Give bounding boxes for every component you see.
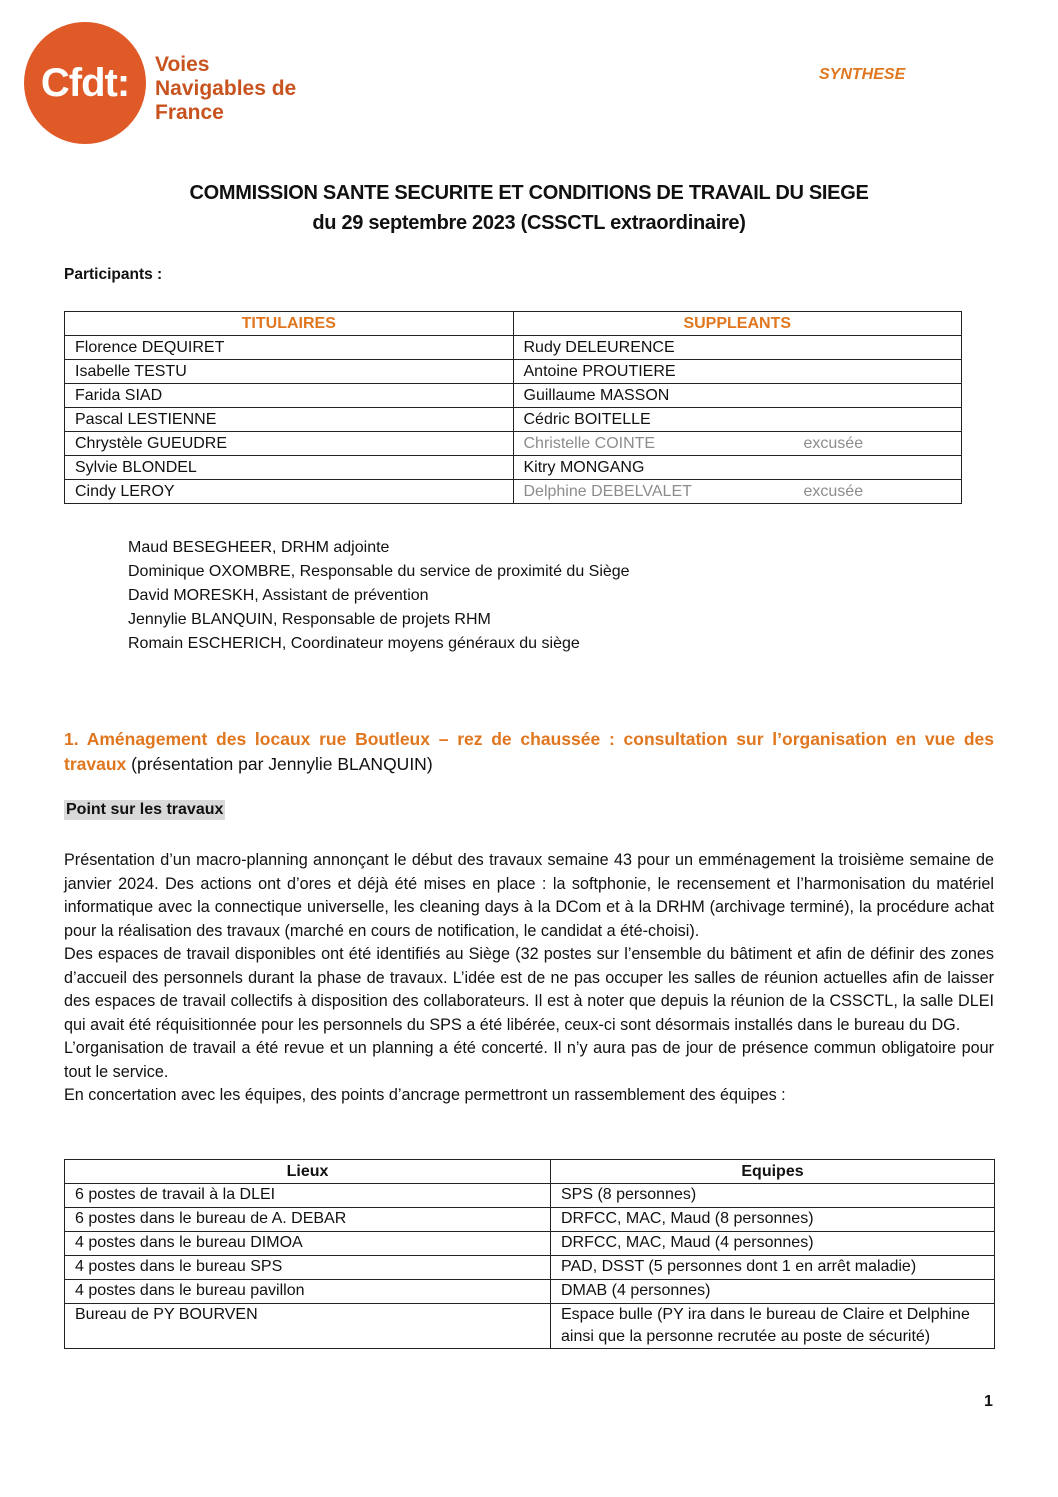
status-note: excusée	[803, 482, 864, 500]
table-row	[65, 1208, 995, 1232]
guest-item: Maud BESEGHEER, DRHM adjointe	[128, 539, 390, 556]
suppleant-name: Christelle COINTE	[523, 434, 656, 452]
header-equipes: Equipes	[551, 1160, 995, 1184]
lieu-cell: 4 postes dans le bureau pavillon	[65, 1280, 551, 1304]
suppleant-cell	[513, 384, 962, 408]
table-row	[65, 1184, 995, 1208]
suppleant-cell	[513, 336, 962, 360]
table-row	[65, 384, 962, 408]
section-title: 1. Aménagement des locaux rue Boutleux – rez de chaussée : consultation sur l’organisation en vue des travaux	[64, 729, 994, 774]
guest-item: Jennylie BLANQUIN, Responsable de projets RHM	[128, 611, 491, 628]
equipe-cell: DRFCC, MAC, Maud (8 personnes)	[551, 1208, 995, 1232]
titulaire-cell: Farida SIAD	[65, 384, 514, 408]
table-row	[65, 480, 962, 504]
suppleant-name: Rudy DELEURENCE	[523, 338, 675, 356]
document-title: COMMISSION SANTE SECURITE ET CONDITIONS DE TRAVAIL DU SIEGE	[189, 182, 869, 204]
participants-table	[64, 311, 962, 504]
suppleant-name: Kitry MONGANG	[523, 458, 645, 476]
table-row	[65, 1304, 995, 1349]
table-row	[65, 408, 962, 432]
logo-organization-name	[155, 53, 296, 125]
table-row	[65, 1232, 995, 1256]
titulaire-cell: Pascal LESTIENNE	[65, 408, 514, 432]
titulaire-cell: Chrystèle GUEUDRE	[65, 432, 514, 456]
suppleant-name: Cédric BOITELLE	[523, 410, 651, 428]
equipe-cell: DMAB (4 personnes)	[551, 1280, 995, 1304]
logo-line: Voies	[155, 53, 210, 76]
header-titulaires: TITULAIRES	[65, 312, 514, 336]
paragraph-text: Présentation d’un macro-planning annonçant le début des travaux semaine 43 pour un emménagement la troisième semaine de janvier 2024. Des actions ont d’ores et déjà été mises en place : la softphonie, le recensement et l’harmonisation du matériel informatique avec la connectique universelle, les cleaning days à la DCom et à la DRHM (archivage terminé), la procédure achat pour la réalisation des travaux (marché en cours de notification, le candidat a été-choisi).	[64, 851, 994, 940]
lieu-cell: 6 postes de travail à la DLEI	[65, 1184, 551, 1208]
section-presenter: (présentation par Jennylie BLANQUIN)	[126, 754, 433, 774]
cfdt-logo	[24, 22, 146, 144]
equipe-cell: PAD, DSST (5 personnes dont 1 en arrêt maladie)	[551, 1256, 995, 1280]
table-row	[65, 336, 962, 360]
guest-item: Dominique OXOMBRE, Responsable du service de proximité du Siège	[128, 563, 630, 580]
subheading: Point sur les travaux	[66, 801, 224, 818]
paragraph-text: Des espaces de travail disponibles ont été identifiés au Siège (32 postes sur l’ensemble du bâtiment et afin de définir des zones d’accueil des personnels durant la phase de travaux. L’idée est de ne pas occuper les salles de réunion actuelles afin de laisser des espaces de travail collectifs à disposition des collaborateurs. Il est à noter que depuis la réunion de la CSSCTL, la salle DLEI qui avait été réquisitionnée pour les personnels du SPS a été libérée, ceux-ci sont désormais installés dans le bureau du DG.	[64, 945, 994, 1034]
locations-table	[64, 1159, 995, 1349]
suppleant-cell	[513, 456, 962, 480]
header-suppleants: SUPPLEANTS	[513, 312, 962, 336]
table-row	[65, 432, 962, 456]
titulaire-cell: Florence DEQUIRET	[65, 336, 514, 360]
section-heading	[64, 727, 994, 777]
paragraph-text: L’organisation de travail a été revue et un planning a été concerté. Il n’y aura pas de jour de présence commun obligatoire pour tout le service.	[64, 1039, 994, 1081]
logo-line: Navigables de	[155, 77, 297, 100]
equipe-cell: Espace bulle (PY ira dans le bureau de Claire et Delphine ainsi que la personne recrutée au poste de sécurité)	[551, 1304, 995, 1349]
equipe-cell: DRFCC, MAC, Maud (4 personnes)	[551, 1232, 995, 1256]
suppleant-name: Delphine DEBELVALET	[523, 482, 692, 500]
guest-item: Romain ESCHERICH, Coordinateur moyens généraux du siège	[128, 635, 580, 652]
suppleant-name: Guillaume MASSON	[523, 386, 670, 404]
suppleant-cell	[513, 480, 962, 504]
guest-list	[128, 536, 630, 656]
titulaire-cell: Sylvie BLONDEL	[65, 456, 514, 480]
lieu-cell: 4 postes dans le bureau SPS	[65, 1256, 551, 1280]
suppleant-name: Antoine PROUTIERE	[523, 362, 676, 380]
document-subtitle: du 29 septembre 2023 (CSSCTL extraordinaire)	[312, 212, 746, 234]
paragraph	[64, 849, 994, 1108]
paragraph-text: En concertation avec les équipes, des points d’ancrage permettront un rassemblement des équipes :	[64, 1086, 786, 1104]
header-lieux: Lieux	[65, 1160, 551, 1184]
table-header-row	[65, 312, 962, 336]
titulaire-cell: Isabelle TESTU	[65, 360, 514, 384]
participants-label: Participants :	[64, 266, 163, 283]
status-note: excusée	[803, 434, 864, 452]
page-number: 1	[984, 1393, 993, 1410]
table-row	[65, 360, 962, 384]
lieu-cell: 4 postes dans le bureau DIMOA	[65, 1232, 551, 1256]
guest-item: David MORESKH, Assistant de prévention	[128, 587, 429, 604]
table-row	[65, 456, 962, 480]
lieu-cell: Bureau de PY BOURVEN	[65, 1304, 551, 1349]
table-row	[65, 1280, 995, 1304]
table-row	[65, 1256, 995, 1280]
logo-mark: Cfdt:	[40, 60, 130, 105]
suppleant-cell	[513, 408, 962, 432]
table-header-row	[65, 1160, 995, 1184]
titulaire-cell: Cindy LEROY	[65, 480, 514, 504]
lieu-cell: 6 postes dans le bureau de A. DEBAR	[65, 1208, 551, 1232]
document-type-label: SYNTHESE	[819, 66, 906, 83]
suppleant-cell	[513, 432, 962, 456]
suppleant-cell	[513, 360, 962, 384]
equipe-cell: SPS (8 personnes)	[551, 1184, 995, 1208]
logo-line: France	[155, 101, 224, 124]
